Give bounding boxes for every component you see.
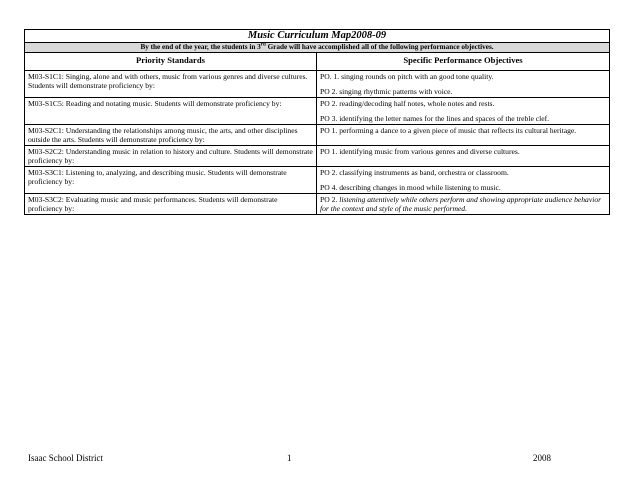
objective-item: PO 1. performing a dance to a given piece of music that reflects its cultural heritage. — [320, 126, 577, 135]
objective-prefix: PO 2. — [320, 195, 340, 204]
objective-item: PO 3. identifying the letter names for the lines and spaces of the treble clef. — [320, 114, 550, 123]
priority-standards-header: Priority Standards — [25, 53, 317, 71]
document-title: Music Curriculum Map2008-09 — [25, 30, 610, 43]
table-row — [25, 167, 610, 194]
table-row — [25, 146, 610, 167]
table-row — [25, 194, 610, 215]
subtitle-superscript: rd — [260, 42, 266, 48]
standard-cell: M03-S1C5: Reading and notating music. Students will demonstrate proficiency by: — [25, 98, 317, 125]
table-row — [25, 98, 610, 125]
objective-item: PO. 1. singing rounds on pitch with an good tone quality. — [320, 72, 494, 81]
table-row — [25, 125, 610, 146]
curriculum-map-table — [24, 29, 610, 215]
performance-objectives-header: Specific Performance Objectives — [317, 53, 610, 71]
objective-item: PO 1. identifying music from various genres and diverse cultures. — [320, 147, 520, 156]
objectives-cell — [317, 194, 610, 215]
standard-cell: M03-S2C2: Understanding music in relation to history and culture. Students will demonstrate proficiency by: — [25, 146, 317, 167]
objective-item: PO 2. classifying instruments as band, orchestra or classroom. — [320, 168, 509, 177]
objective-italic-text: listening attentively while others perform and showing appropriate audience behavior for the context and style of the music performed. — [320, 195, 602, 213]
objectives-cell — [317, 125, 610, 146]
subtitle-banner — [25, 43, 610, 53]
objectives-cell — [317, 98, 610, 125]
standard-cell: M03-S2C1: Understanding the relationships among music, the arts, and other disciplines outside the arts. Students will demonstrate proficiency by: — [25, 125, 317, 146]
standard-cell: M03-S3C2: Evaluating music and music performances. Students will demonstrate proficiency by: — [25, 194, 317, 215]
objective-item — [320, 195, 606, 213]
objective-item: PO 2. singing rhythmic patterns with voice. — [320, 87, 453, 96]
objectives-cell — [317, 146, 610, 167]
subtitle-row — [25, 43, 610, 53]
objective-item: PO 4. describing changes in mood while listening to music. — [320, 183, 501, 192]
standard-cell: M03-S3C1: Listening to, analyzing, and describing music. Students will demonstrate proficiency by: — [25, 167, 317, 194]
footer-year: 2008 — [533, 453, 551, 463]
objective-item: PO 2. reading/decoding half notes, whole notes and rests. — [320, 99, 495, 108]
objectives-cell — [317, 167, 610, 194]
footer-page-number: 1 — [287, 453, 292, 463]
objectives-cell — [317, 71, 610, 98]
subtitle-text-before: By the end of the year, the students in 3 — [140, 43, 261, 51]
title-row — [25, 30, 610, 43]
standard-cell: M03-S1C1: Singing, alone and with others, music from various genres and diverse cultures. Students will demonstrate proficiency by: — [25, 71, 317, 98]
footer-district: Isaac School District — [28, 453, 103, 463]
header-row — [25, 53, 610, 71]
table-row — [25, 71, 610, 98]
subtitle-text-after: Grade will have accomplished all of the following performance objectives. — [265, 43, 494, 51]
